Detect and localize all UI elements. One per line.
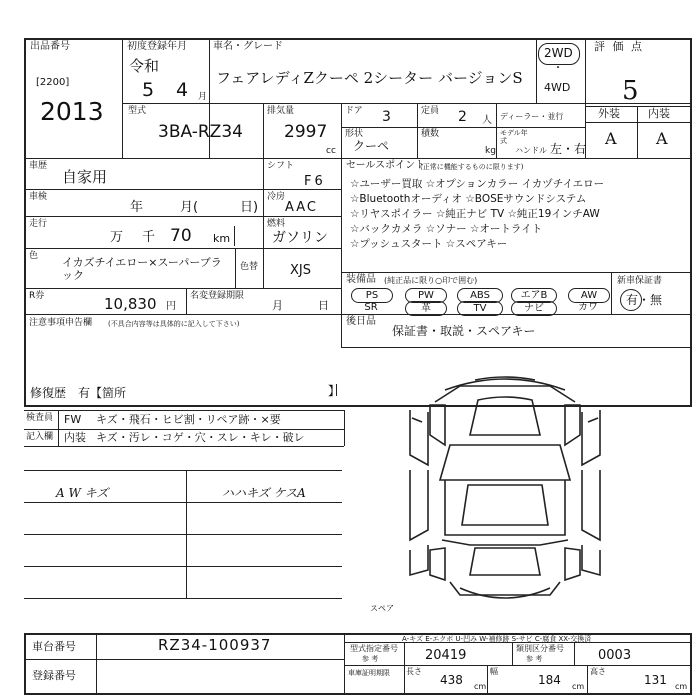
handwritten-note-1: A W キズ [56, 486, 109, 500]
fw-label: FW [64, 413, 82, 426]
ac: AAC [285, 200, 318, 215]
equip-ps: PS [351, 288, 393, 303]
interior-label: 内装 [648, 107, 670, 120]
km-unit: km [213, 232, 231, 245]
yen-unit: 円 [166, 301, 176, 312]
width: 184 [538, 673, 561, 687]
name-change-month: 月 [272, 299, 283, 312]
sales-sub: (正常に機能するものに限ります) [420, 163, 524, 171]
garage-cert-label: 車庫証明期限 [348, 669, 390, 677]
exterior-grade: A [605, 129, 617, 148]
warranty: 有・無 [626, 293, 663, 307]
handwritten-note-2: ハハキズ ケスA [222, 486, 306, 500]
name-change-label: 名変登録期限 [190, 291, 245, 301]
color-code: XJS [290, 263, 311, 278]
sales-point: ☆バックカメラ ☆ソナー ☆オートライト [350, 223, 543, 235]
recycle: 10,830 [104, 295, 157, 313]
inspection-month: 月( [180, 200, 199, 215]
sales-point: ☆プッシュスタート ☆スペアキー [350, 238, 508, 250]
interior-check-label: 内装 [64, 431, 86, 444]
model-label: 型式 [128, 106, 147, 116]
shift-label: シフト [267, 161, 295, 171]
height-label: 高さ [590, 667, 606, 676]
repair-label: 修復歴 [30, 386, 67, 400]
type-number: 20419 [425, 648, 467, 663]
height: 131 [644, 673, 667, 687]
inspector-label-1: 検査員 [26, 413, 54, 423]
drive-dot: ・ [553, 63, 563, 74]
equipment-label: 装備品 [346, 274, 376, 285]
color-change-label: 色替 [240, 262, 259, 272]
mileage-man: 万 [110, 230, 124, 245]
sales-points [350, 177, 688, 252]
width-label: 幅 [490, 667, 498, 676]
sales-label: セールスポイント [346, 160, 426, 171]
lot-code: [2200] [36, 77, 70, 88]
notes-sub: (不具合内容等は具体的に記入して下さい) [108, 320, 240, 328]
displacement: 2997 [284, 122, 328, 142]
chassis-label: 車台番号 [32, 640, 76, 653]
length-label: 長さ [406, 667, 422, 676]
after-items: 保証書・取説・スペアキー [392, 324, 536, 338]
inspection-label: 車検 [29, 192, 48, 202]
equip-navi: ナビ [511, 301, 557, 316]
handle: 左・右 [550, 142, 587, 156]
car-name-label: 車名・グレード [213, 41, 283, 52]
drive-2wd: 2WD [544, 46, 573, 60]
spare-label: スペア [370, 604, 394, 613]
shift: F6 [304, 174, 326, 189]
length: 438 [440, 673, 463, 687]
month-unit: 月 [198, 92, 208, 102]
fuel-label: 燃料 [267, 219, 286, 229]
category-number-sub: 参 考 [526, 655, 543, 663]
inspection-year: 年 [130, 200, 144, 215]
equip-leather: 革 [405, 301, 447, 316]
registration-label: 初度登録年月 [127, 41, 187, 52]
width-unit: cm [572, 682, 585, 691]
door-label: ドア [345, 106, 363, 116]
equip-sr: SR [364, 302, 378, 313]
repair-value: 有【箇所 [78, 386, 127, 400]
sales-point: ☆リヤスポイラー ☆純正ナビ TV ☆純正19インチAW [350, 208, 600, 220]
lot-label: 出品番号 [30, 41, 70, 52]
lot-number: 2013 [40, 97, 104, 126]
category-number-label: 類別区分番号 [516, 644, 564, 653]
color: イカズチイエロー×スーパーブラック [62, 256, 222, 282]
after-label: 後日品 [346, 316, 376, 327]
sales-point: ☆Bluetoothオーディオ ☆BOSEサウンドシステム [350, 193, 587, 205]
equipment-sub: (純正品に限り○印で囲む) [384, 276, 478, 285]
equip-airbag: エアB [511, 288, 557, 303]
inspector-label-2: 記入欄 [26, 432, 54, 442]
equip-pw: PW [405, 288, 447, 303]
category-number: 0003 [598, 648, 632, 663]
length-unit: cm [474, 682, 487, 691]
displacement-label: 排気量 [267, 106, 295, 116]
sales-point: ☆ユーザー買取 ☆オプションカラー イカヅチイエロー [350, 178, 605, 190]
model: 3BA-RZ34 [158, 122, 243, 142]
body: クーペ [353, 139, 390, 153]
equip-abs: ABS [457, 288, 503, 303]
cc-unit: cc [326, 146, 336, 156]
capacity-label: 定員 [421, 106, 440, 116]
interior-check-items: キズ・汚レ・コゲ・穴・スレ・キレ・破レ [96, 431, 305, 444]
type-number-label: 型式指定番号 [350, 644, 398, 653]
mileage: 70 [170, 226, 192, 246]
height-unit: cm [675, 682, 688, 691]
chassis-number: RZ34-100937 [158, 636, 272, 654]
equip-aw: AW [568, 288, 610, 303]
repair-end: 】 [328, 384, 341, 398]
drive-4wd: 4WD [544, 81, 571, 94]
use-label: 車歴 [29, 161, 48, 171]
body-label: 形状 [345, 129, 364, 139]
doors: 3 [382, 109, 391, 125]
model-year-label: モデル年式 [500, 129, 528, 145]
era: 令和 [129, 57, 160, 75]
car-name: フェアレディZクーペ 2シーター バージョンS [216, 69, 523, 87]
use: 自家用 [62, 168, 108, 186]
type-number-sub: 参 考 [362, 655, 379, 663]
car-damage-diagram [390, 360, 620, 620]
capacity-unit: 人 [482, 115, 492, 126]
exterior-label: 外装 [598, 107, 620, 120]
fw-items: キズ・飛石・ヒビ割・リペア跡・×要 [96, 413, 281, 426]
equip-kawa: カワ [578, 302, 598, 313]
reg-year: 5 [142, 79, 155, 101]
load-label: 積数 [421, 129, 440, 139]
warranty-label: 新車保証書 [617, 276, 663, 286]
color-label: 色 [29, 251, 39, 261]
inspection-day: 日) [240, 200, 259, 215]
dealer-label: ディーラー・並行 [500, 112, 564, 121]
notes-label: 注意事項申告欄 [29, 318, 93, 328]
handle-label: ハンドル [515, 146, 547, 155]
ac-label: 冷房 [267, 192, 286, 202]
registration-number-label: 登録番号 [32, 669, 76, 682]
score-label: 評 価 点 [594, 40, 644, 53]
equip-tv: TV [457, 301, 503, 316]
interior-grade: A [656, 129, 668, 148]
name-change-day: 日 [318, 299, 329, 312]
reg-month: 4 [176, 79, 189, 101]
fuel: ガソリン [272, 230, 328, 246]
load-unit: kg [485, 146, 496, 156]
recycle-label: R券 [29, 291, 45, 301]
damage-legend: A-キズ E-エクボ U-凹み W-補修跡 S-サビ C-腐食 XX-交換済 [402, 635, 592, 643]
mileage-label: 走行 [29, 219, 48, 229]
capacity: 2 [458, 109, 467, 125]
mileage-sen: 千 [142, 230, 156, 245]
warranty-circle [620, 289, 642, 311]
score: 5 [622, 76, 639, 106]
